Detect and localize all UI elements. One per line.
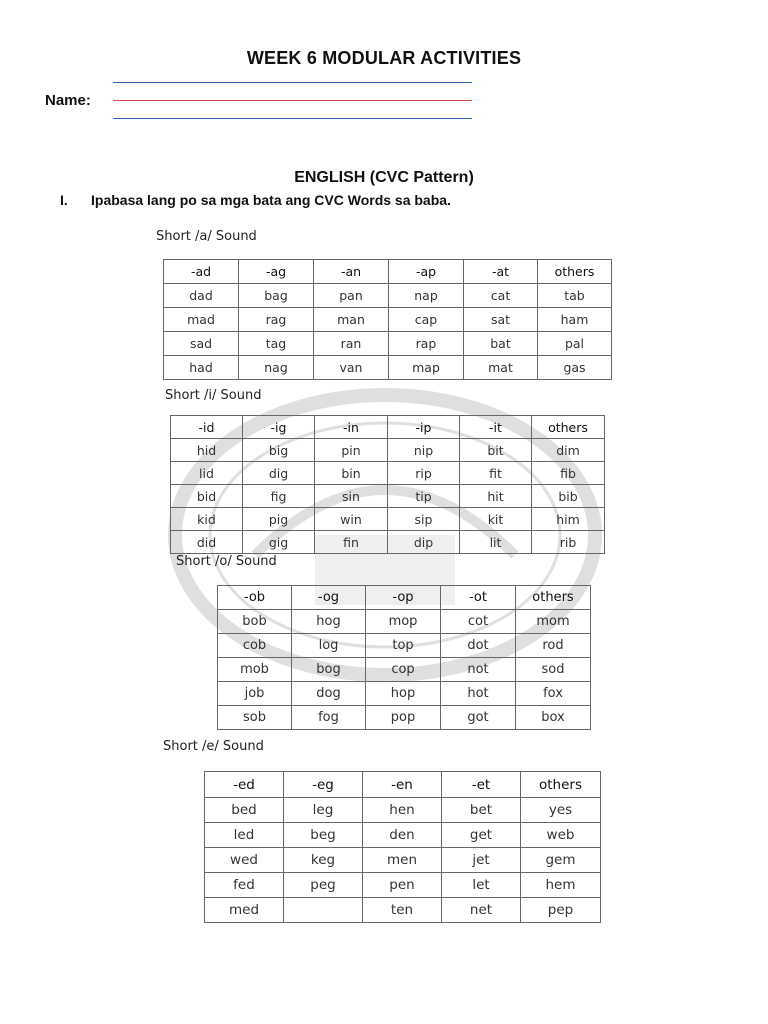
word-cell: ran bbox=[314, 332, 389, 356]
column-header: -in bbox=[315, 416, 388, 439]
word-cell: hop bbox=[366, 682, 441, 706]
word-cell: dot bbox=[441, 634, 516, 658]
word-cell: fig bbox=[243, 485, 315, 508]
word-cell: tag bbox=[239, 332, 314, 356]
word-cell: pal bbox=[538, 332, 612, 356]
word-cell: big bbox=[243, 439, 315, 462]
table-row bbox=[218, 610, 591, 634]
word-cell: got bbox=[441, 706, 516, 730]
column-header: -op bbox=[366, 586, 441, 610]
word-cell: peg bbox=[284, 873, 363, 898]
word-cell: gig bbox=[243, 531, 315, 554]
word-cell: lit bbox=[460, 531, 532, 554]
word-cell: leg bbox=[284, 798, 363, 823]
table-row bbox=[171, 439, 605, 462]
word-cell: bid bbox=[171, 485, 243, 508]
column-header: -id bbox=[171, 416, 243, 439]
table-row bbox=[218, 634, 591, 658]
word-cell: men bbox=[363, 848, 442, 873]
column-header: -ig bbox=[243, 416, 315, 439]
word-cell: get bbox=[442, 823, 521, 848]
word-cell: nap bbox=[389, 284, 464, 308]
word-cell: sad bbox=[164, 332, 239, 356]
word-cell: med bbox=[205, 898, 284, 923]
word-cell: cob bbox=[218, 634, 292, 658]
word-cell: nag bbox=[239, 356, 314, 380]
word-cell: hog bbox=[292, 610, 366, 634]
word-cell: rag bbox=[239, 308, 314, 332]
word-cell: mom bbox=[516, 610, 591, 634]
word-cell: cat bbox=[464, 284, 538, 308]
table-row bbox=[164, 332, 612, 356]
word-cell: den bbox=[363, 823, 442, 848]
table-row bbox=[171, 508, 605, 531]
word-cell: dip bbox=[388, 531, 460, 554]
header-row bbox=[164, 260, 612, 284]
table-short-i bbox=[170, 415, 605, 554]
table-row bbox=[171, 485, 605, 508]
word-cell: fed bbox=[205, 873, 284, 898]
word-cell: pen bbox=[363, 873, 442, 898]
word-cell: keg bbox=[284, 848, 363, 873]
column-header: -ip bbox=[388, 416, 460, 439]
word-cell: dog bbox=[292, 682, 366, 706]
column-header: others bbox=[516, 586, 591, 610]
word-cell: map bbox=[389, 356, 464, 380]
word-cell: fog bbox=[292, 706, 366, 730]
word-cell: sob bbox=[218, 706, 292, 730]
word-cell: mad bbox=[164, 308, 239, 332]
word-cell: jet bbox=[442, 848, 521, 873]
section-label-short-e: Short /e/ Sound bbox=[163, 739, 264, 754]
word-cell: fox bbox=[516, 682, 591, 706]
word-cell: bib bbox=[532, 485, 605, 508]
word-cell: bet bbox=[442, 798, 521, 823]
word-cell: box bbox=[516, 706, 591, 730]
word-cell: cap bbox=[389, 308, 464, 332]
table-row bbox=[205, 873, 601, 898]
word-cell: bin bbox=[315, 462, 388, 485]
word-cell: pan bbox=[314, 284, 389, 308]
word-cell: cot bbox=[441, 610, 516, 634]
word-cell: pin bbox=[315, 439, 388, 462]
word-cell: man bbox=[314, 308, 389, 332]
table-row bbox=[171, 462, 605, 485]
word-cell: mob bbox=[218, 658, 292, 682]
word-cell bbox=[284, 898, 363, 923]
word-cell: beg bbox=[284, 823, 363, 848]
word-cell: yes bbox=[521, 798, 601, 823]
word-cell: hot bbox=[441, 682, 516, 706]
table-row bbox=[205, 823, 601, 848]
word-cell: bag bbox=[239, 284, 314, 308]
instruction-text: Ipabasa lang po sa mga bata ang CVC Words sa baba. bbox=[91, 192, 451, 208]
word-cell: mop bbox=[366, 610, 441, 634]
word-cell: job bbox=[218, 682, 292, 706]
column-header: others bbox=[532, 416, 605, 439]
word-cell: hem bbox=[521, 873, 601, 898]
word-cell: lid bbox=[171, 462, 243, 485]
word-cell: rap bbox=[389, 332, 464, 356]
table-short-o bbox=[217, 585, 591, 730]
word-cell: tip bbox=[388, 485, 460, 508]
word-cell: had bbox=[164, 356, 239, 380]
column-header: -eg bbox=[284, 772, 363, 798]
word-cell: dig bbox=[243, 462, 315, 485]
word-cell: web bbox=[521, 823, 601, 848]
table-row bbox=[205, 798, 601, 823]
word-cell: fib bbox=[532, 462, 605, 485]
table-row bbox=[218, 658, 591, 682]
header-row bbox=[171, 416, 605, 439]
section-label-short-o: Short /o/ Sound bbox=[176, 554, 277, 569]
word-cell: bit bbox=[460, 439, 532, 462]
word-cell: ten bbox=[363, 898, 442, 923]
word-cell: dad bbox=[164, 284, 239, 308]
column-header: -ag bbox=[239, 260, 314, 284]
table-row bbox=[218, 706, 591, 730]
word-cell: pep bbox=[521, 898, 601, 923]
word-cell: sod bbox=[516, 658, 591, 682]
word-cell: hit bbox=[460, 485, 532, 508]
word-cell: pop bbox=[366, 706, 441, 730]
page-title: WEEK 6 MODULAR ACTIVITIES bbox=[246, 48, 522, 68]
table-row bbox=[171, 531, 605, 554]
name-line-top bbox=[113, 82, 472, 83]
word-cell: gem bbox=[521, 848, 601, 873]
column-header: others bbox=[538, 260, 612, 284]
word-cell: him bbox=[532, 508, 605, 531]
word-cell: log bbox=[292, 634, 366, 658]
word-cell: rip bbox=[388, 462, 460, 485]
column-header: -ap bbox=[389, 260, 464, 284]
word-cell: let bbox=[442, 873, 521, 898]
word-cell: fin bbox=[315, 531, 388, 554]
word-cell: bob bbox=[218, 610, 292, 634]
word-cell: hid bbox=[171, 439, 243, 462]
word-cell: sat bbox=[464, 308, 538, 332]
word-cell: not bbox=[441, 658, 516, 682]
column-header: -et bbox=[442, 772, 521, 798]
table-short-a bbox=[163, 259, 612, 380]
header-row bbox=[205, 772, 601, 798]
word-cell: sin bbox=[315, 485, 388, 508]
column-header: -og bbox=[292, 586, 366, 610]
word-cell: ham bbox=[538, 308, 612, 332]
word-cell: rib bbox=[532, 531, 605, 554]
word-cell: cop bbox=[366, 658, 441, 682]
name-line-middle bbox=[113, 100, 472, 101]
table-row bbox=[164, 284, 612, 308]
table-row bbox=[205, 898, 601, 923]
word-cell: nip bbox=[388, 439, 460, 462]
column-header: -at bbox=[464, 260, 538, 284]
word-cell: top bbox=[366, 634, 441, 658]
word-cell: kit bbox=[460, 508, 532, 531]
column-header: -ot bbox=[441, 586, 516, 610]
word-cell: net bbox=[442, 898, 521, 923]
word-cell: kid bbox=[171, 508, 243, 531]
word-cell: rod bbox=[516, 634, 591, 658]
table-row bbox=[164, 308, 612, 332]
word-cell: fit bbox=[460, 462, 532, 485]
column-header: -en bbox=[363, 772, 442, 798]
word-cell: bed bbox=[205, 798, 284, 823]
word-cell: hen bbox=[363, 798, 442, 823]
section-label-short-a: Short /a/ Sound bbox=[156, 229, 257, 244]
table-row bbox=[205, 848, 601, 873]
column-header: -ad bbox=[164, 260, 239, 284]
word-cell: did bbox=[171, 531, 243, 554]
header-row bbox=[218, 586, 591, 610]
subject-heading: ENGLISH (CVC Pattern) bbox=[294, 169, 474, 186]
word-cell: pig bbox=[243, 508, 315, 531]
word-cell: wed bbox=[205, 848, 284, 873]
instruction-number: I. bbox=[60, 192, 68, 208]
column-header: -an bbox=[314, 260, 389, 284]
word-cell: bog bbox=[292, 658, 366, 682]
word-cell: win bbox=[315, 508, 388, 531]
word-cell: van bbox=[314, 356, 389, 380]
column-header: others bbox=[521, 772, 601, 798]
table-row bbox=[218, 682, 591, 706]
word-cell: led bbox=[205, 823, 284, 848]
word-cell: sip bbox=[388, 508, 460, 531]
section-label-short-i: Short /i/ Sound bbox=[165, 388, 262, 403]
column-header: -ob bbox=[218, 586, 292, 610]
table-short-e bbox=[204, 771, 601, 923]
table-row bbox=[164, 356, 612, 380]
column-header: -it bbox=[460, 416, 532, 439]
column-header: -ed bbox=[205, 772, 284, 798]
word-cell: gas bbox=[538, 356, 612, 380]
word-cell: mat bbox=[464, 356, 538, 380]
word-cell: tab bbox=[538, 284, 612, 308]
word-cell: bat bbox=[464, 332, 538, 356]
word-cell: dim bbox=[532, 439, 605, 462]
name-label: Name: bbox=[45, 92, 91, 109]
name-line-bottom bbox=[113, 118, 472, 119]
